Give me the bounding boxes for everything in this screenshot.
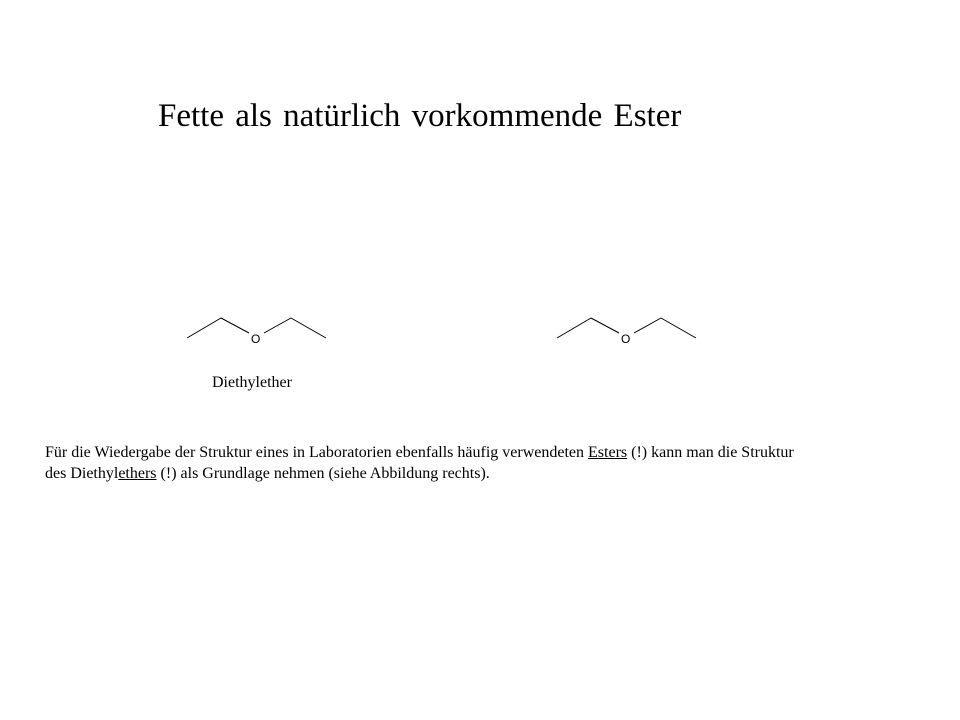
bond [634, 318, 661, 333]
page-title: Fette als natürlich vorkommende Ester [158, 98, 682, 134]
ethers-link[interactable]: ethers [118, 465, 157, 482]
oxygen-atom-label: O [621, 332, 631, 346]
body-paragraph [45, 442, 935, 484]
paragraph-text: (!) als Grundlage nehmen (siehe Abbildung rechts). [156, 465, 490, 482]
diethylether-structure-right [550, 310, 700, 350]
bond [291, 318, 326, 338]
diethylether-structure-left [180, 310, 330, 350]
molecule-caption: Diethylether [212, 374, 292, 391]
bond [221, 318, 249, 333]
paragraph-text: des Diethyl [45, 465, 119, 482]
paragraph-text: (!) kann man die Struktur [627, 444, 794, 461]
bond [557, 318, 591, 338]
oxygen-atom-label: O [251, 332, 261, 346]
paragraph-text: Für die Wiedergabe der Struktur eines in Laboratorien ebenfalls häufig verwendeten [45, 444, 589, 461]
bond [264, 318, 291, 333]
bond [187, 318, 221, 338]
bond [661, 318, 696, 338]
bond [591, 318, 619, 333]
esters-link[interactable]: Esters [588, 444, 628, 461]
